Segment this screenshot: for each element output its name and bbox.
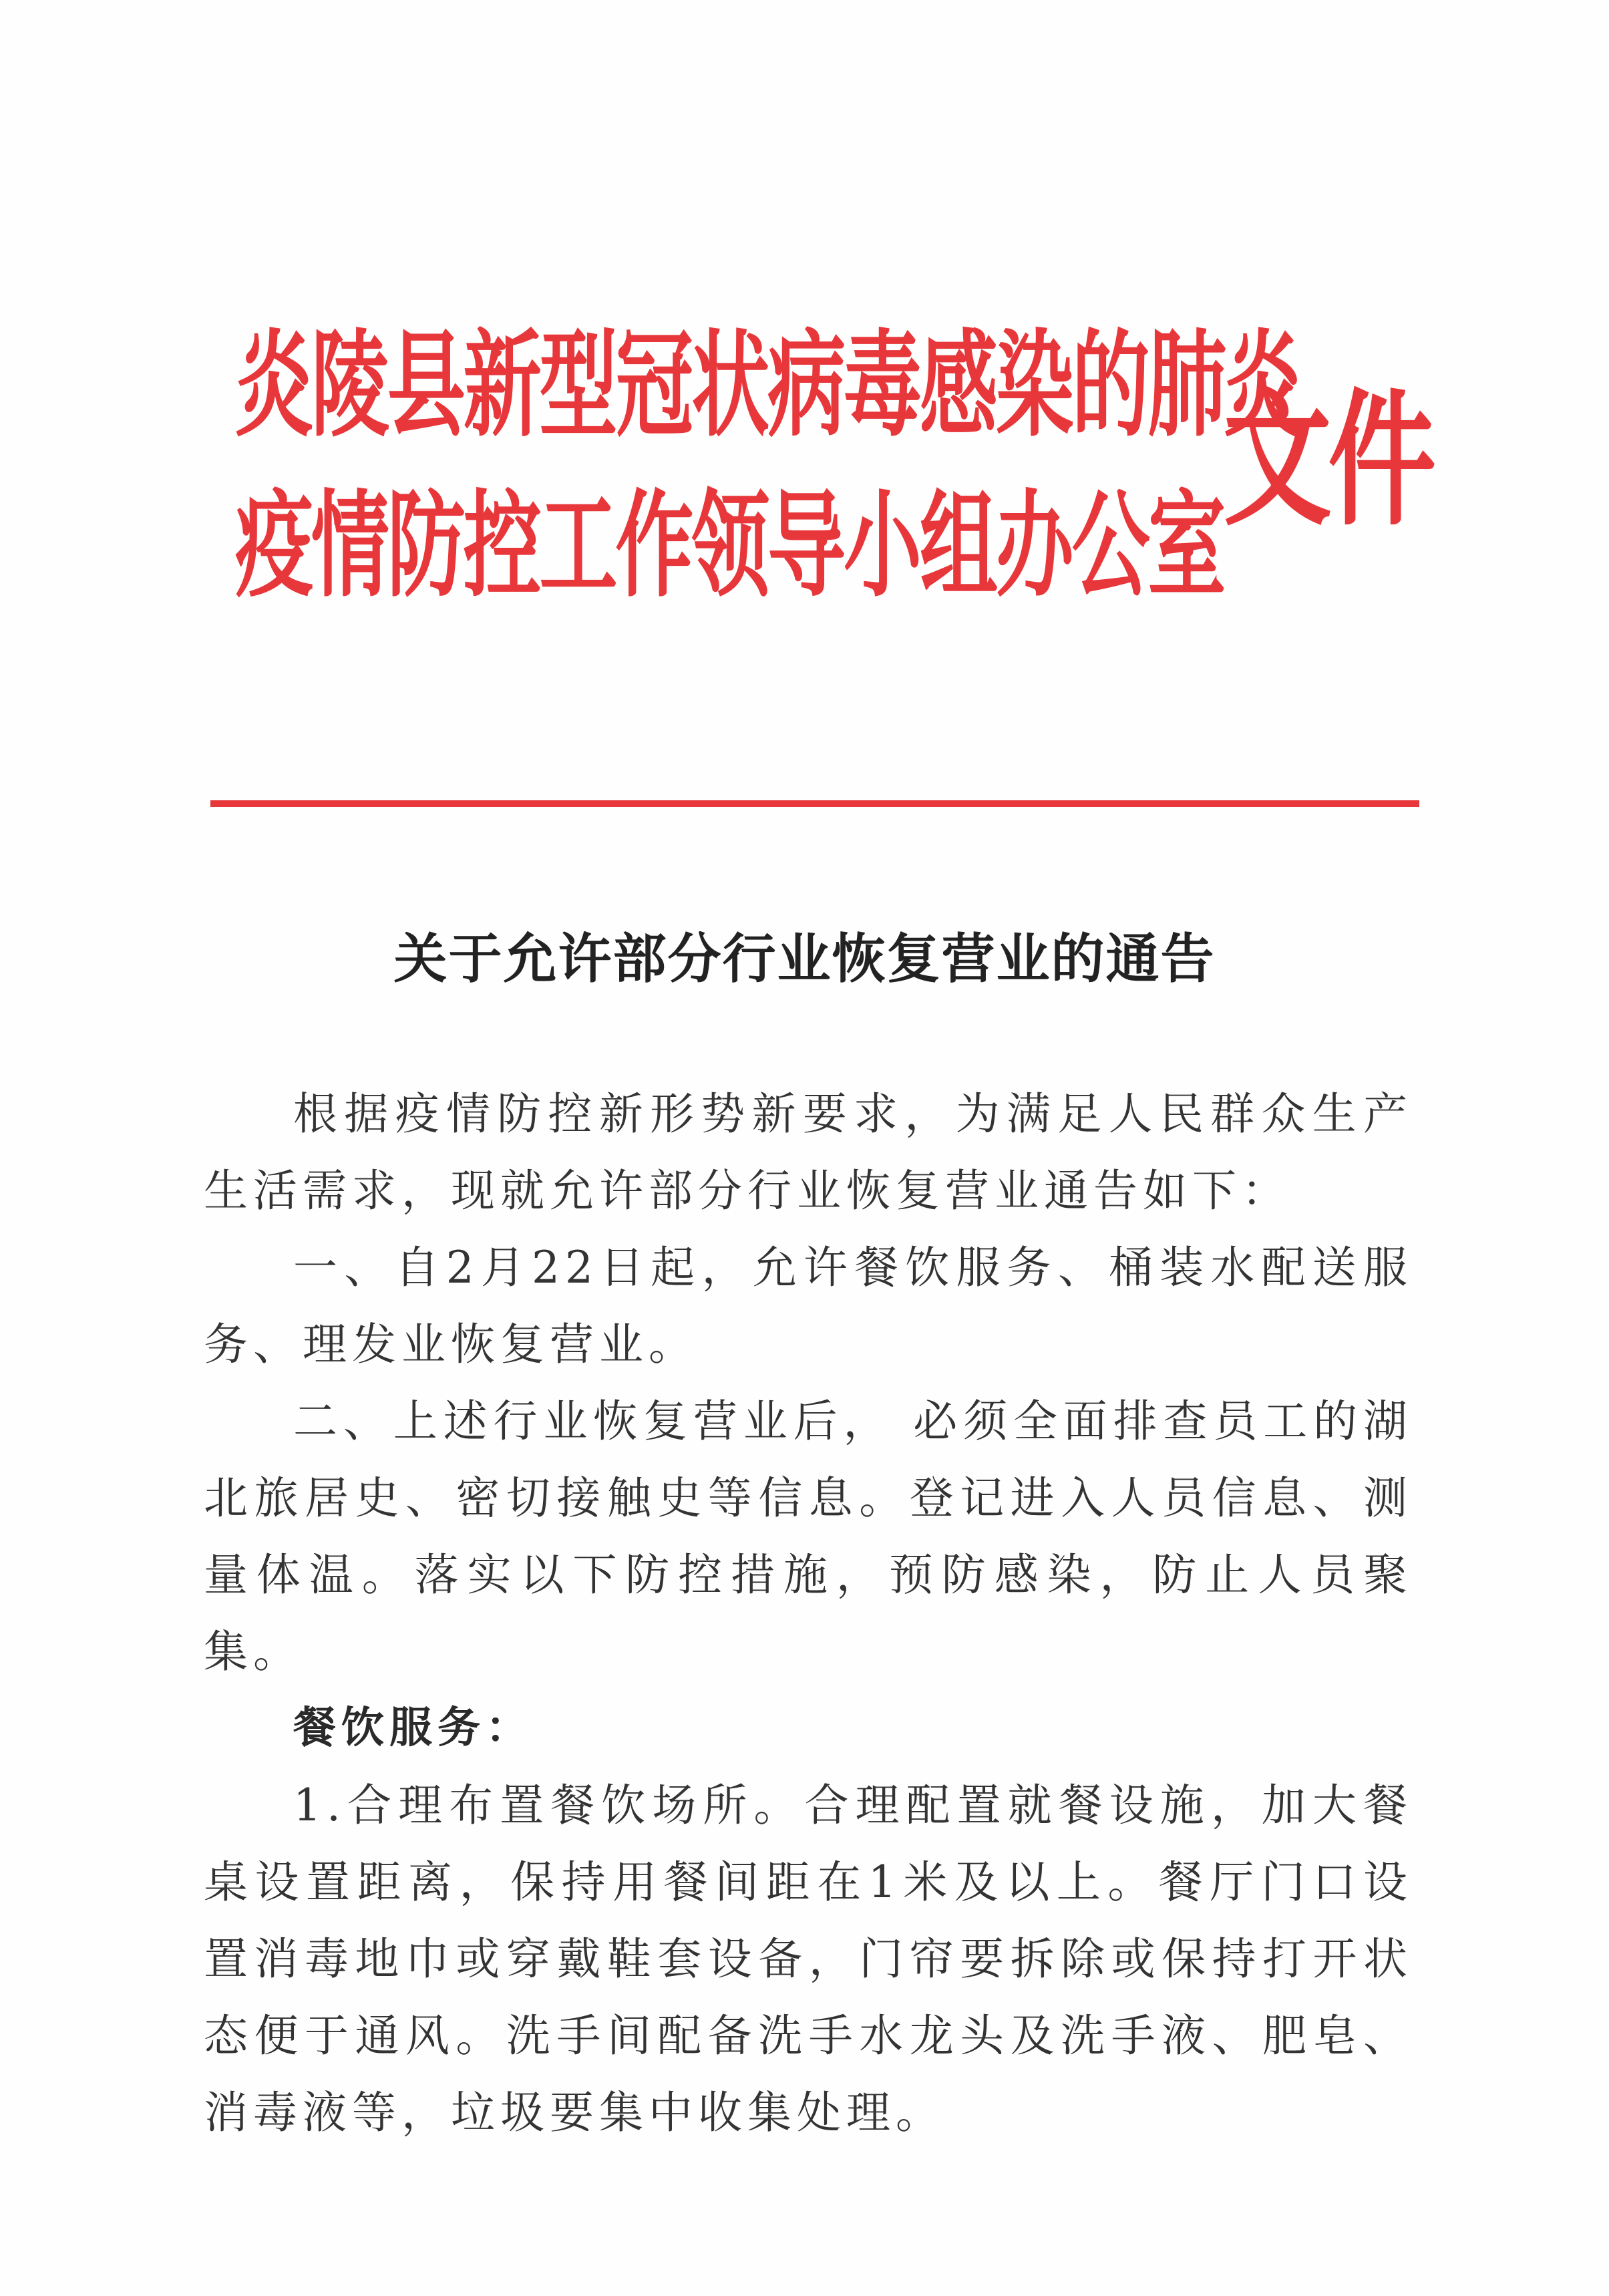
document-title: 关于允许部分行业恢复营业的通告 bbox=[393, 927, 1216, 990]
letterhead-suffix: 文件 bbox=[1224, 375, 1433, 546]
red-letterhead bbox=[235, 314, 1433, 628]
item-1-paragraph: 一、自2月22日起，允许餐饮服务、桶装水配送服务、理发业恢复营业。 bbox=[204, 1242, 1413, 1370]
letterhead-line-1: 炎陵县新型冠状病毒感染的肺炎 bbox=[235, 319, 1300, 453]
catering-point-1-paragraph: 1.合理布置餐饮场所。合理配置就餐设施，加大餐桌设置距离，保持用餐间距在1米及以上。餐厅门口设置消毒地巾或穿戴鞋套设备，门帘要拆除或保持打开状态便于通风。洗手间配备洗手水龙头及洗手液、肥皂、消毒液等，垃圾要集中收集处理。 bbox=[204, 1780, 1413, 2138]
section-heading-catering: 餐饮服务： bbox=[293, 1703, 534, 1753]
intro-paragraph: 根据疫情防控新形势新要求，为满足人民群众生产生活需求，现就允许部分行业恢复营业通告如下： bbox=[204, 1088, 1413, 1216]
letterhead-line-2: 疫情防控工作领导小组办公室 bbox=[235, 479, 1224, 613]
document-body bbox=[204, 1076, 1413, 2151]
red-divider-line bbox=[210, 800, 1419, 807]
item-2-paragraph: 二、上述行业恢复营业后， 必须全面排查员工的湖北旅居史、密切接触史等信息。登记进入人员信息、测量体温。落实以下防控措施，预防感染，防止人员聚集。 bbox=[204, 1396, 1413, 1677]
